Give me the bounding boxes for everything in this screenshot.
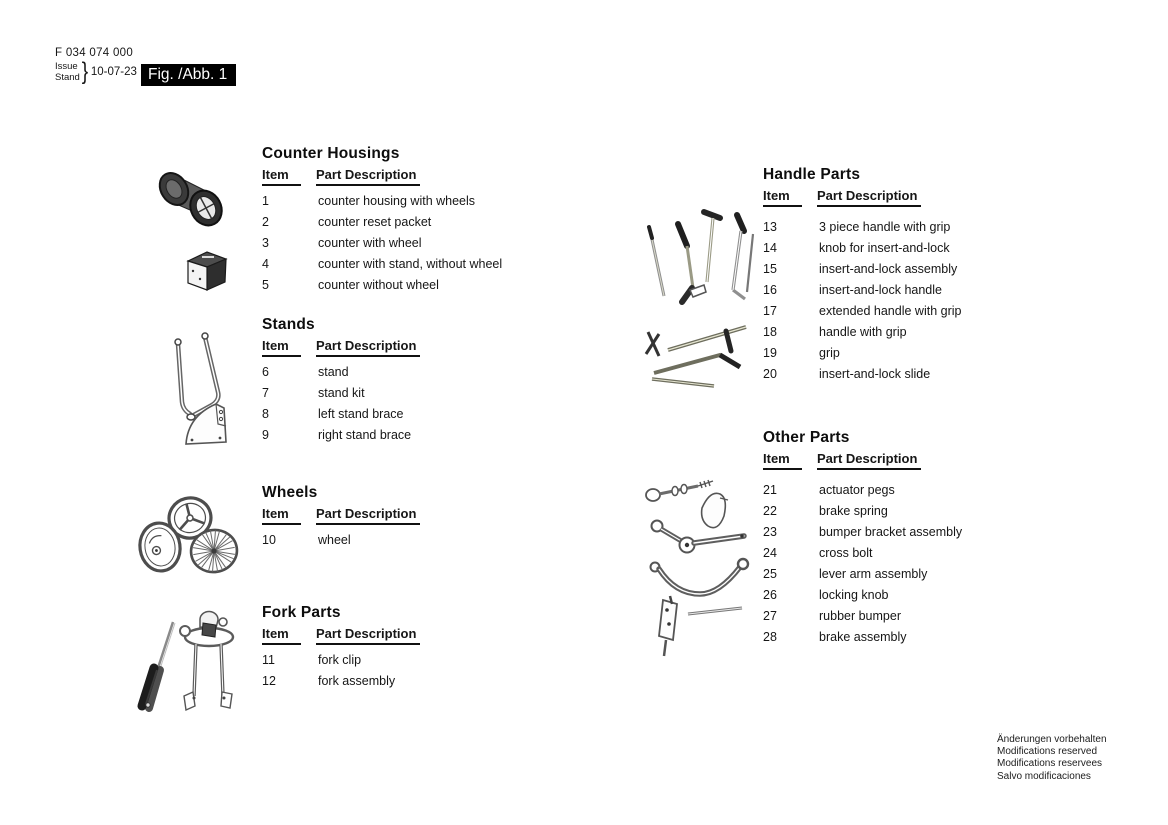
description-column-header: Part Description	[316, 338, 420, 357]
parts-table	[763, 216, 1163, 384]
table-row	[763, 300, 1163, 321]
item-number: 16	[763, 282, 777, 297]
section-title: Stands	[262, 316, 315, 333]
parts-table	[262, 190, 702, 295]
part-description: brake spring	[819, 503, 888, 518]
table-row	[262, 253, 702, 274]
part-description: actuator pegs	[819, 482, 895, 497]
part-description: counter with wheel	[318, 235, 422, 250]
part-description: handle with grip	[819, 324, 907, 339]
item-number: 26	[763, 587, 777, 602]
item-number: 11	[262, 652, 275, 667]
item-number: 6	[262, 364, 269, 379]
issue-date: 10-07-23	[90, 66, 137, 78]
part-description: 3 piece handle with grip	[819, 219, 951, 234]
part-description: fork assembly	[318, 673, 396, 688]
section-title: Wheels	[262, 484, 318, 501]
part-description: rubber bumper	[819, 608, 901, 623]
part-description: counter with stand, without wheel	[318, 256, 503, 271]
item-number: 25	[763, 566, 777, 581]
part-description: cross bolt	[819, 545, 873, 560]
part-description: grip	[819, 345, 840, 360]
table-row	[763, 342, 1163, 363]
parts-table	[262, 529, 702, 550]
table-row	[763, 626, 1163, 647]
table-row	[262, 670, 702, 691]
item-number: 28	[763, 629, 777, 644]
item-number: 3	[262, 235, 269, 250]
item-number: 10	[262, 532, 276, 547]
part-description: knob for insert-and-lock	[819, 240, 950, 255]
table-row	[763, 216, 1163, 237]
table-row	[763, 605, 1163, 626]
item-number: 9	[262, 427, 269, 442]
part-description: left stand brace	[318, 406, 404, 421]
section-title: Counter Housings	[262, 145, 400, 162]
table-header	[262, 626, 702, 645]
item-number: 1	[262, 193, 269, 208]
table-row	[763, 584, 1163, 605]
parts-table	[763, 479, 1163, 647]
table-row	[262, 424, 702, 445]
item-number: 2	[262, 214, 269, 229]
section-stands	[262, 316, 702, 445]
item-number: 27	[763, 608, 777, 623]
item-number: 15	[763, 261, 777, 276]
table-row	[262, 382, 702, 403]
footer-line-es: Salvo modificaciones	[997, 770, 1091, 782]
table-row	[763, 237, 1163, 258]
table-row	[262, 403, 702, 424]
table-header	[262, 338, 702, 357]
footer-line-en: Modifications reserved	[997, 746, 1098, 758]
section-counter-housings	[262, 145, 702, 295]
part-description: right stand brace	[318, 427, 412, 442]
item-number: 22	[763, 503, 777, 518]
description-column-header: Part Description	[316, 167, 420, 186]
issue-stand-brace: }	[81, 58, 89, 85]
parts-table	[262, 361, 702, 445]
table-row	[763, 479, 1163, 500]
item-number: 18	[763, 324, 777, 339]
item-column-header: Item	[763, 451, 802, 470]
part-number: F 034 074 000	[55, 47, 134, 59]
table-row	[262, 649, 702, 670]
item-number: 17	[763, 303, 777, 318]
item-number: 20	[763, 366, 777, 381]
item-number: 23	[763, 524, 777, 539]
parts-table	[262, 649, 702, 691]
description-column-header: Part Description	[316, 506, 420, 525]
table-header	[763, 451, 1163, 470]
item-number: 21	[763, 482, 777, 497]
footer-line-fr: Modifications reservees	[997, 758, 1103, 770]
part-description: counter housing with wheels	[318, 193, 476, 208]
item-number: 14	[763, 240, 777, 255]
description-column-header: Part Description	[817, 188, 921, 207]
section-other-parts	[763, 429, 1163, 647]
issue-stand-block	[55, 58, 137, 85]
part-description: lever arm assembly	[819, 566, 928, 581]
table-row	[763, 279, 1163, 300]
stand-brace-illustration	[180, 398, 234, 450]
table-row	[262, 529, 702, 550]
counter-housing-with-wheels-illustration	[152, 166, 236, 236]
fork-assembly-illustration	[176, 610, 240, 714]
item-number: 19	[763, 345, 777, 360]
item-column-header: Item	[262, 167, 301, 186]
table-row	[763, 500, 1163, 521]
item-number: 24	[763, 545, 777, 560]
part-description: stand	[318, 364, 349, 379]
figure-badge: Fig. /Abb. 1	[141, 64, 236, 86]
item-number: 4	[262, 256, 269, 271]
part-description: brake assembly	[819, 629, 907, 644]
table-row	[262, 274, 702, 295]
item-number: 5	[262, 277, 269, 292]
table-row	[763, 563, 1163, 584]
table-row	[763, 521, 1163, 542]
part-description: insert-and-lock handle	[819, 282, 942, 297]
item-column-header: Item	[262, 626, 301, 645]
description-column-header: Part Description	[817, 451, 921, 470]
item-column-header: Item	[763, 188, 802, 207]
item-number: 8	[262, 406, 269, 421]
part-description: counter reset packet	[318, 214, 432, 229]
table-row	[763, 258, 1163, 279]
item-number: 12	[262, 673, 276, 688]
table-row	[262, 211, 702, 232]
table-row	[763, 363, 1163, 384]
item-column-header: Item	[262, 338, 301, 357]
part-description: locking knob	[819, 587, 889, 602]
section-handle-parts	[763, 166, 1163, 384]
issue-label: Issue	[55, 61, 78, 72]
item-number: 13	[763, 219, 777, 234]
footer-line-de: Änderungen vorbehalten	[997, 734, 1107, 745]
footer-notice	[997, 734, 1107, 783]
table-row	[763, 542, 1163, 563]
part-description: insert-and-lock assembly	[819, 261, 958, 276]
part-description: bumper bracket assembly	[819, 524, 963, 539]
description-column-header: Part Description	[316, 626, 420, 645]
counter-box-illustration	[180, 246, 232, 294]
section-wheels	[262, 484, 702, 550]
part-description: counter without wheel	[318, 277, 439, 292]
item-column-header: Item	[262, 506, 301, 525]
table-header	[262, 506, 702, 525]
table-row	[763, 321, 1163, 342]
table-header	[763, 188, 1163, 207]
section-fork-parts	[262, 604, 702, 691]
section-title: Other Parts	[763, 429, 850, 446]
part-description: insert-and-lock slide	[819, 366, 931, 381]
stand-label: Stand	[55, 72, 80, 83]
table-header	[262, 167, 702, 186]
section-title: Handle Parts	[763, 166, 861, 183]
part-description: stand kit	[318, 385, 365, 400]
table-row	[262, 232, 702, 253]
part-description: extended handle with grip	[819, 303, 962, 318]
fork-clip-illustration	[131, 616, 181, 714]
table-row	[262, 361, 702, 382]
part-description: wheel	[318, 532, 351, 547]
item-number: 7	[262, 385, 269, 400]
wheels-illustration	[130, 490, 242, 582]
part-description: fork clip	[318, 652, 362, 667]
section-title: Fork Parts	[262, 604, 341, 621]
table-row	[262, 190, 702, 211]
